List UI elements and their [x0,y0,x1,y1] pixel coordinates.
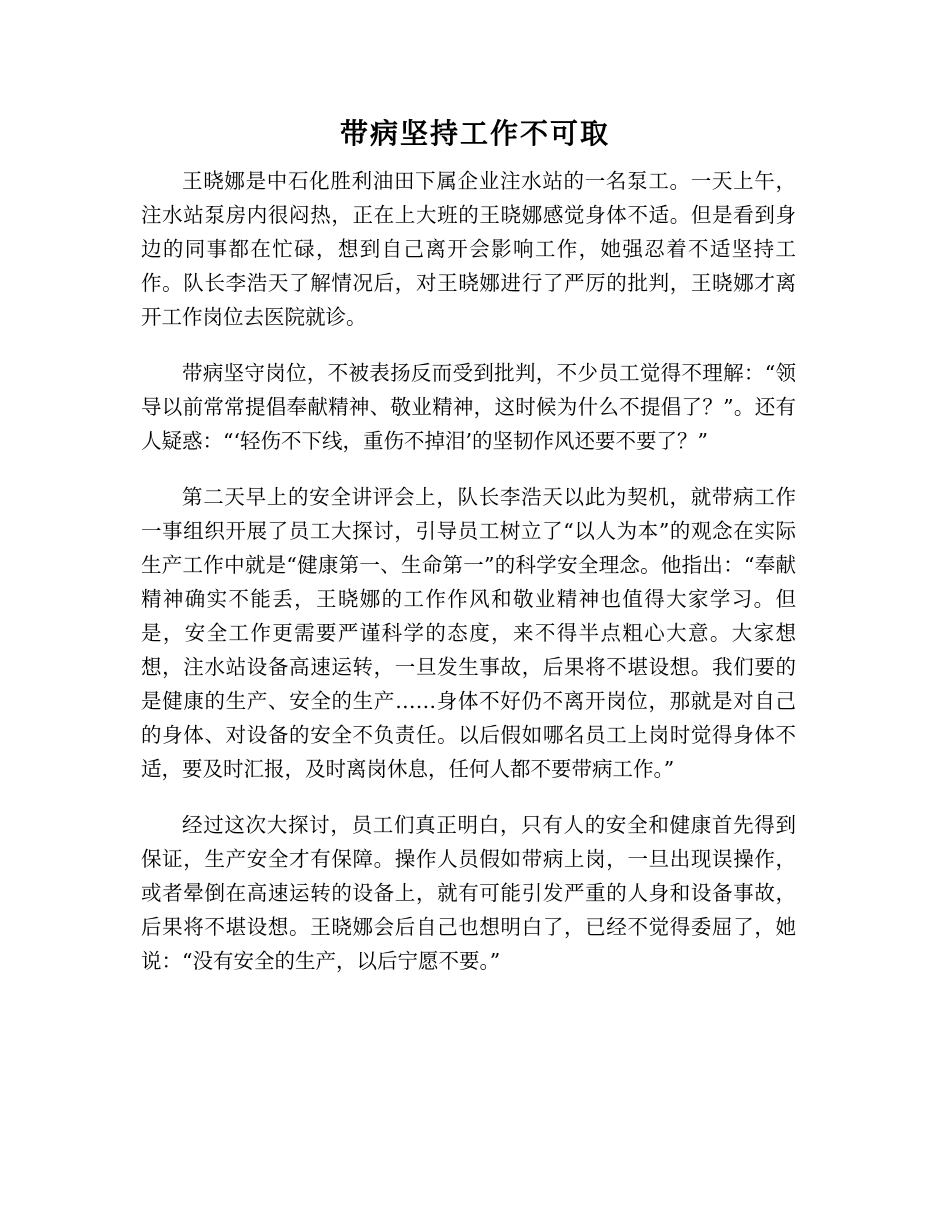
paragraph-2: 带病坚守岗位，不被表扬反而受到批判，不少员工觉得不理解：“领导以前常常提倡奉献精神、敬业精神，这时候为什么不提倡了？”。还有人疑惑：“‘轻伤不下线，重伤不掉泪’的坚韧作风还要不要了？” [141,361,796,453]
paragraph-1: 王晓娜是中石化胜利油田下属企业注水站的一名泵工。一天上午，注水站泵房内很闷热，正在上大班的王晓娜感觉身体不适。但是看到身边的同事都在忙碌，想到自己离开会影响工作，她强忍着不适坚持工作。队长李浩天了解情况后，对王晓娜进行了严厉的批判，王晓娜才离开工作岗位去医院就诊。 [141,169,796,329]
paragraph-3: 第二天早上的安全讲评会上，队长李浩天以此为契机，就带病工作一事组织开展了员工大探讨，引导员工树立了“以人为本”的观念在实际生产工作中就是“健康第一、生命第一”的科学安全理念。他指出：“奉献精神确实不能丢，王晓娜的工作作风和敬业精神也值得大家学习。但是，安全工作更需要严谨科学的态度，来不得半点粗心大意。大家想想，注水站设备高速运转，一旦发生事故，后果将不堪设想。我们要的是健康的生产、安全的生产……身体不好仍不离开岗位，那就是对自己的身体、对设备的安全不负责任。以后假如哪名员工上岗时觉得身体不适，要及时汇报，及时离岗休息，任何人都不要带病工作。” [141,485,796,781]
document-body [141,164,796,978]
paragraph-4: 经过这次大探讨，员工们真正明白，只有人的安全和健康首先得到保证，生产安全才有保障。操作人员假如带病上岗，一旦出现误操作，或者晕倒在高速运转的设备上，就有可能引发严重的人身和设备事故，后果将不堪设想。王晓娜会后自己也想明白了，已经不觉得委屈了，她说：“没有安全的生产，以后宁愿不要。” [141,813,796,973]
document-title: 带病坚持工作不可取 [339,117,610,150]
